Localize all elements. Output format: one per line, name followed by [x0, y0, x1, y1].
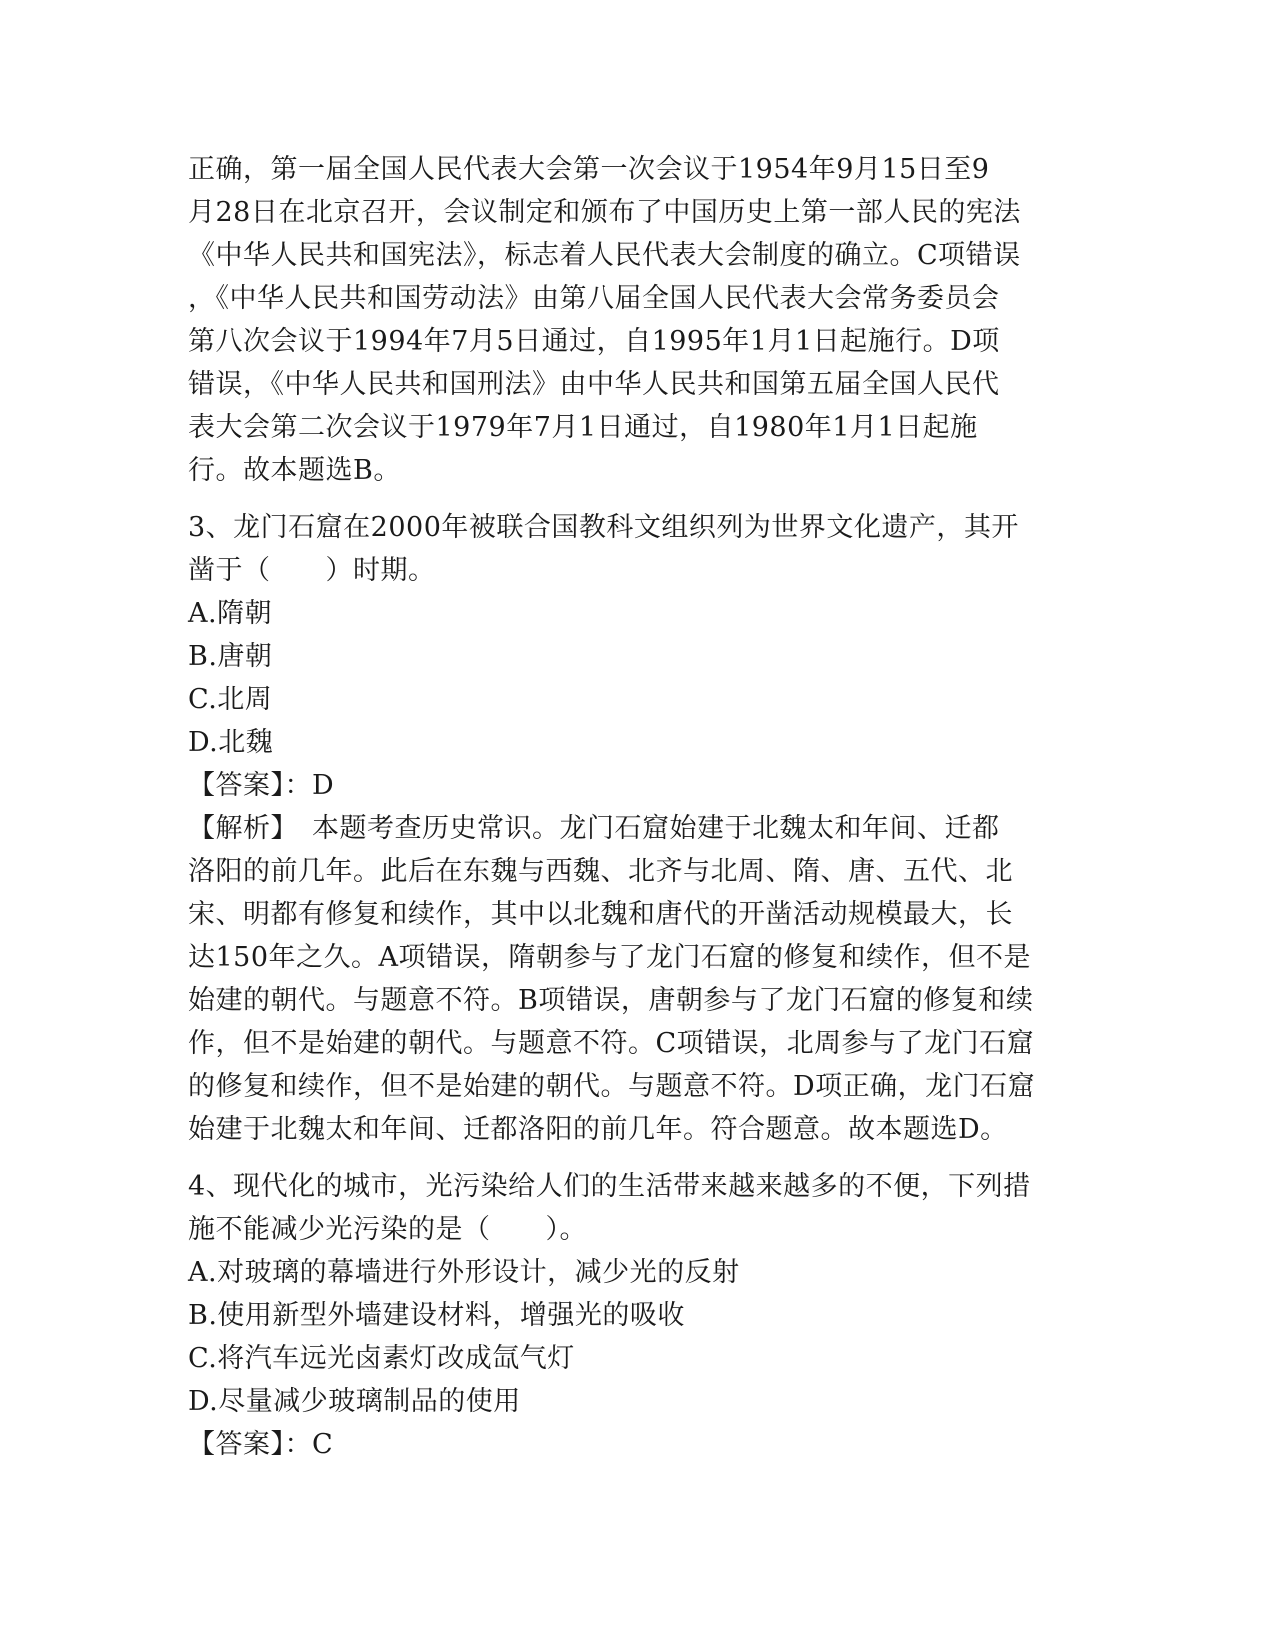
analysis-line: 洛阳的前几年。此后在东魏与西魏、北齐与北周、隋、唐、五代、北 [188, 856, 1013, 887]
text-line: 行。故本题选B。 [188, 455, 401, 486]
question-text: 施不能减少光污染的是（ ）。 [188, 1214, 587, 1245]
question-text: 3、龙门石窟在2000年被联合国教科文组织列为世界文化遗产，其开 [188, 512, 1019, 543]
option-d: D.尽量减少玻璃制品的使用 [188, 1386, 521, 1417]
analysis-line: 宋、明都有修复和续作，其中以北魏和唐代的开凿活动规模最大，长 [188, 899, 1013, 930]
option-b: B.唐朝 [188, 641, 273, 672]
option-c: C.将汽车远光卤素灯改成氙气灯 [188, 1343, 575, 1374]
q2-explanation-tail [188, 148, 1088, 492]
option-b: B.使用新型外墙建设材料，增强光的吸收 [188, 1300, 685, 1331]
analysis-line: 的修复和续作，但不是始建的朝代。与题意不符。D项正确，龙门石窟 [188, 1071, 1036, 1102]
option-d: D.北魏 [188, 727, 274, 758]
question-3 [188, 506, 1088, 1151]
analysis-line: 达150年之久。A项错误，隋朝参与了龙门石窟的修复和续作，但不是 [188, 942, 1032, 973]
text-line: 正确，第一届全国人民代表大会第一次会议于1954年9月15日至9 [188, 154, 990, 185]
analysis-line: 始建的朝代。与题意不符。B项错误，唐朝参与了龙门石窟的修复和续 [188, 985, 1034, 1016]
option-a: A.隋朝 [188, 598, 273, 629]
document-page [188, 148, 1088, 1466]
text-line: 月28日在北京召开，会议制定和颁布了中国历史上第一部人民的宪法 [188, 197, 1021, 228]
answer: 【答案】：D [188, 770, 335, 801]
analysis-line: 作，但不是始建的朝代。与题意不符。C项错误，北周参与了龙门石窟 [188, 1028, 1035, 1059]
analysis-line: 【解析】 本题考查历史常识。龙门石窟始建于北魏太和年间、迁都 [188, 813, 1000, 844]
text-line: 第八次会议于1994年7月5日通过，自1995年1月1日起施行。D项 [188, 326, 1000, 357]
analysis-line: 始建于北魏太和年间、迁都洛阳的前几年。符合题意。故本题选D。 [188, 1114, 1008, 1145]
text-line: ，《中华人民共和国劳动法》由第八届全国人民代表大会常务委员会 [188, 283, 1000, 314]
text-line: 错误，《中华人民共和国刑法》由中华人民共和国第五届全国人民代 [188, 369, 1000, 400]
text-line: 《中华人民共和国宪法》，标志着人民代表大会制度的确立。C项错误 [188, 240, 1021, 271]
answer: 【答案】：C [188, 1429, 334, 1460]
text-line: 表大会第二次会议于1979年7月1日通过，自1980年1月1日起施 [188, 412, 978, 443]
question-text: 凿于（ ）时期。 [188, 555, 436, 586]
question-text: 4、现代化的城市，光污染给人们的生活带来越来越多的不便，下列措 [188, 1171, 1031, 1202]
option-c: C.北周 [188, 684, 273, 715]
question-4 [188, 1165, 1088, 1466]
option-a: A.对玻璃的幕墙进行外形设计，减少光的反射 [188, 1257, 740, 1288]
